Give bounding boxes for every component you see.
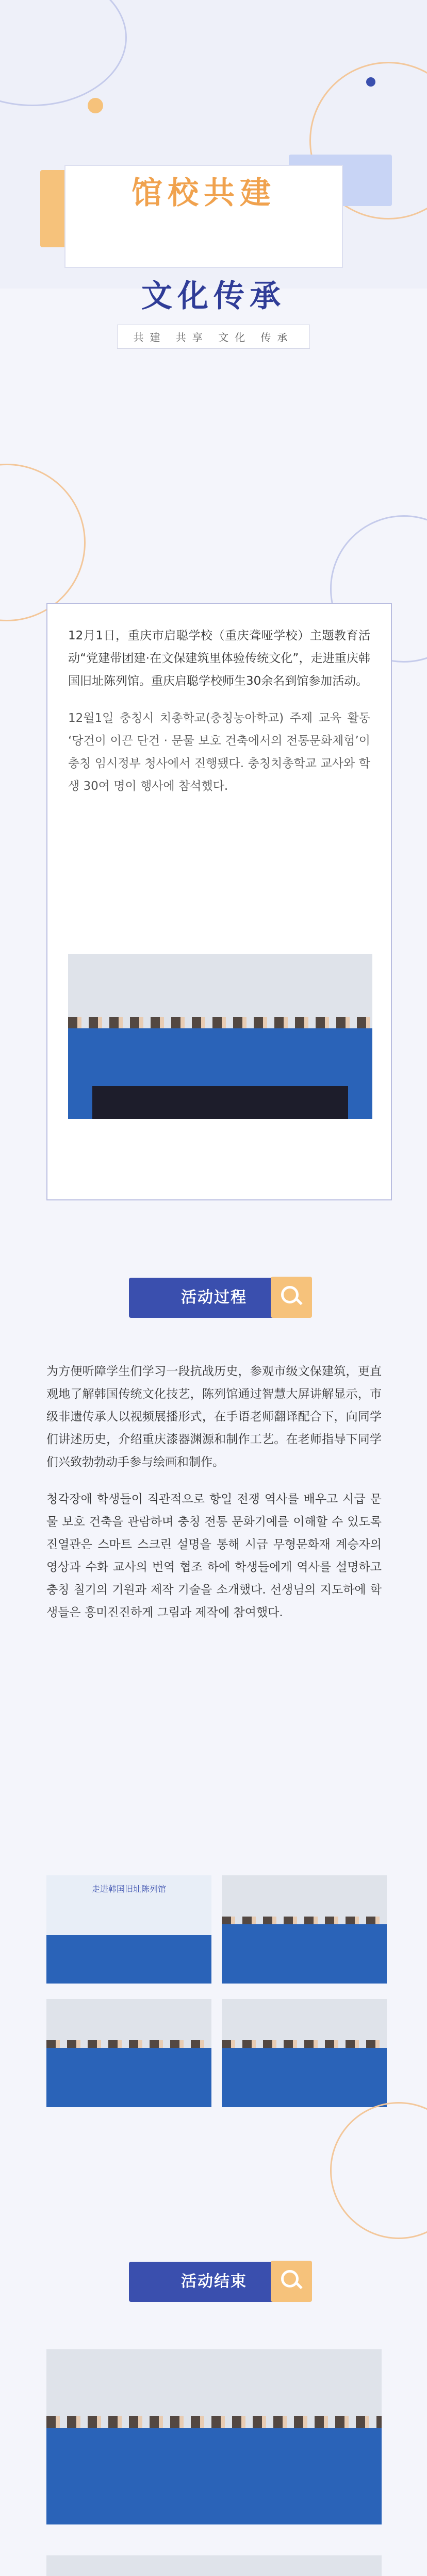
subtitle-wrap [0, 325, 427, 349]
magnifier-icon [271, 2261, 312, 2302]
photo-caption: 走进韩国旧址陈列馆 [91, 1884, 166, 1894]
page-title-line2: 文化传承 [141, 278, 286, 314]
section-banner-end: 活动结束 [129, 2262, 299, 2302]
process-paragraph-ko: 청각장애 학생들이 직관적으로 항일 전쟁 역사를 배우고 시급 문물 보호 건축을 관람하며 충칭 전통 문화기예를 이해할 수 있도록 진열관은 스마트 스크린 설명을 통해 시급 무형문화재 계승자의 영상과 수화 교사의 번역 협조 하에 학생들에게 역사를 설명하고 충칭 칠기의 기원과 제작 기술을 소개했다. 선생님의 지도하에 학생들은 흥미진진하게 그림과 제작에 참여했다. [46, 1493, 382, 1619]
process-paragraph-zh: 为方便听障学生们学习一段抗战历史，参观市级文保建筑，更直观地了解韩国传统文化技艺，陈列馆通过智慧大屏讲解显示，市级非遗传承人以视频展播形式，在手语老师翻译配合下，向同学们讲述历史，介绍重庆漆器渊源和制作工艺。在老师指导下同学们兴致勃勃动手参与绘画和制作。 [46, 1365, 382, 1469]
group-photo [46, 2555, 382, 2576]
intro-box [46, 603, 392, 1200]
activity-photo [46, 1999, 211, 2107]
decorative-dot [366, 77, 375, 87]
section-banner-process: 活动过程 [129, 1278, 299, 1318]
decorative-dot [88, 98, 103, 113]
intro-paragraph-zh: 12月1日，重庆市启聪学校（重庆聋哑学校）主题教育活动“党建带团建·在文保建筑里体验传统文化”，走进重庆韩国旧址陈列馆。重庆启聪学校师生30余名到馆参加活动。 [68, 629, 370, 688]
page-title-line1: 馆校共建 [132, 175, 276, 211]
header-card [64, 165, 343, 268]
activity-photo [46, 1875, 211, 1984]
group-photo [46, 2349, 382, 2524]
activity-photo [222, 1875, 387, 1984]
intro-paragraph-ko: 12월1일 충칭시 치총학교(충칭농아학교) 주제 교육 활동 ‘당건이 이끈 단건 · 문물 보호 건축에서의 전통문화체험’이 충칭 임시정부 청사에서 진행됐다. 충칭치총학교 교사와 학생 30여 명이 행사에 참석했다. [68, 711, 370, 793]
decorative-arc [0, 464, 86, 621]
process-text [46, 1360, 382, 1638]
activity-photo [222, 1999, 387, 2107]
decorative-arc [330, 2102, 427, 2239]
page-subtitle: 共建 共享 文化 传承 [117, 325, 309, 349]
group-photo [68, 954, 372, 1119]
magnifier-icon [271, 1277, 312, 1318]
